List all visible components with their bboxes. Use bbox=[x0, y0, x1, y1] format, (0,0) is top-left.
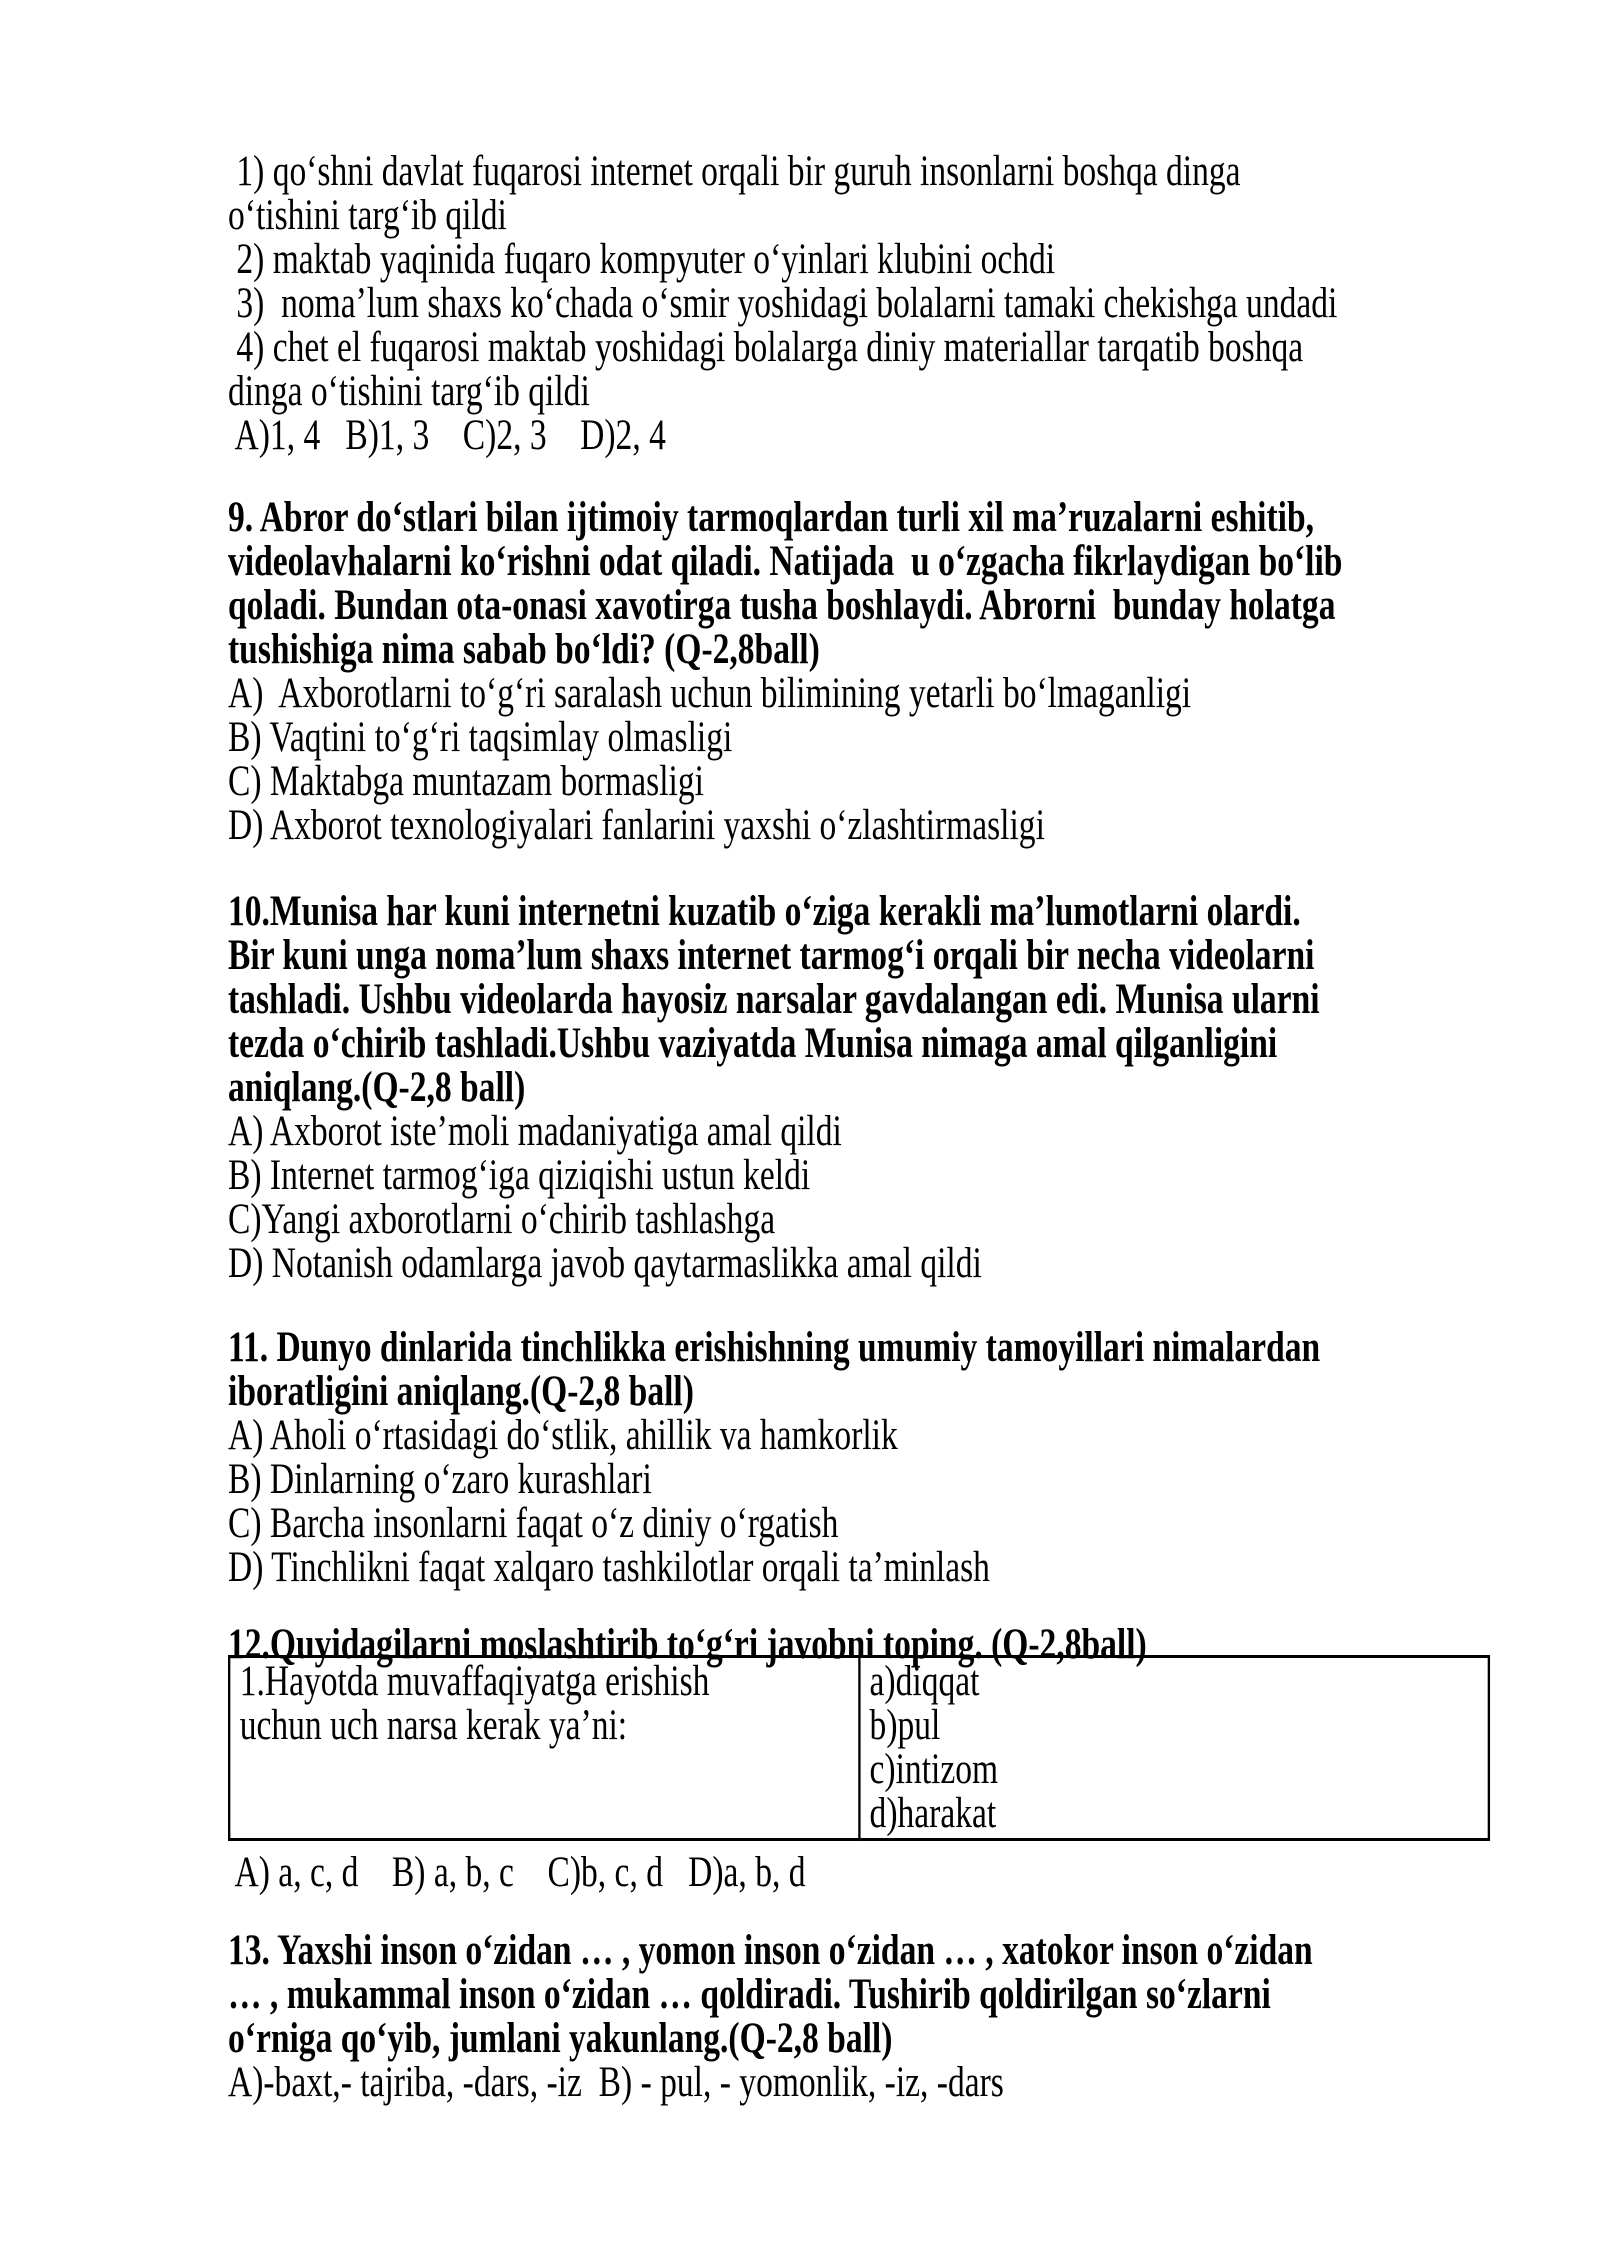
question-text-line: aniqlang.(Q-2,8 ball) bbox=[228, 1064, 526, 1111]
option-line: A)-baxt,- tajriba, -dars, -iz B) - pul, - yomonlik, -iz, -dars bbox=[228, 2059, 1004, 2106]
option-line: A) Axborotlarni toʻgʻri saralash uchun bilimining yetarli boʻlmaganligi bbox=[228, 670, 1192, 717]
question-12-answers bbox=[228, 1851, 1490, 1895]
option-line: D) Tinchlikni faqat xalqaro tashkilotlar orqali taʼminlash bbox=[228, 1544, 990, 1591]
option-line: B) Dinlarning oʻzaro kurashlari bbox=[228, 1456, 652, 1503]
option-line: A) Aholi oʻrtasidagi doʻstlik, ahillik va hamkorlik bbox=[228, 1412, 898, 1459]
question-text-line: tezda oʻchirib tashladi.Ushbu vaziyatda Munisa nimaga amal qilganligini bbox=[228, 1020, 1278, 1067]
question-text-line: 11. Dunyo dinlarida tinchlikka erishishning umumiy tamoyillari nimalardan bbox=[228, 1324, 1321, 1371]
question-11 bbox=[228, 1326, 1490, 1590]
option-line: C)Yangi axborotlarni oʻchirib tashlashga bbox=[228, 1196, 776, 1243]
question-text-line: 13. Yaxshi inson oʻzidan … , yomon inson oʻzidan … , xatokor inson oʻzidan bbox=[228, 1927, 1313, 1974]
statement-line: 2) maktab yaqinida fuqaro kompyuter oʻyinlari klubini ochdi bbox=[228, 236, 1056, 283]
option-line: B) Internet tarmogʻiga qiziqishi ustun keldi bbox=[228, 1152, 811, 1199]
question-text-line: qoladi. Bundan ota-onasi xavotirga tusha boshlaydi. Abrorni bunday holatga bbox=[228, 582, 1336, 629]
question-text-line: videolavhalarni koʻrishni odat qiladi. Natijada u oʻzgacha fikrlaydigan boʻlib bbox=[228, 538, 1343, 585]
option-line: C) Barcha insonlarni faqat oʻz diniy oʻrgatish bbox=[228, 1500, 839, 1547]
statement-line: oʻtishini targʻib qildi bbox=[228, 192, 507, 239]
question-text-line: tashladi. Ushbu videolarda hayosiz narsalar gavdalangan edi. Munisa ularni bbox=[228, 976, 1320, 1023]
option-line: C) Maktabga muntazam bormasligi bbox=[228, 758, 704, 805]
question-8-statements bbox=[228, 150, 1490, 458]
question-text-line: tushishiga nima sabab boʻldi? (Q-2,8ball) bbox=[228, 626, 820, 673]
table-line: b)pul bbox=[869, 1702, 941, 1749]
question-10 bbox=[228, 890, 1490, 1286]
table-line: c)intizom bbox=[869, 1746, 999, 1793]
option-line: B) Vaqtini toʻgʻri taqsimlay olmasligi bbox=[228, 714, 733, 761]
question-text-line: iboratligini aniqlang.(Q-2,8 ball) bbox=[228, 1368, 694, 1415]
table-line: 1.Hayotda muvaffaqiyatga erishish bbox=[239, 1658, 710, 1705]
option-line: D) Axborot texnologiyalari fanlarini yaxshi oʻzlashtirmasligi bbox=[228, 802, 1045, 849]
question-text-line: oʻrniga qoʻyib, jumlani yakunlang.(Q-2,8 ball) bbox=[228, 2015, 893, 2062]
table-cell-left bbox=[229, 1657, 859, 1840]
document-content bbox=[228, 150, 1490, 2105]
statement-line: 1) qoʻshni davlat fuqarosi internet orqali bir guruh insonlarni boshqa dinga bbox=[228, 148, 1241, 195]
option-line: A)1, 4 B)1, 3 C)2, 3 D)2, 4 bbox=[228, 412, 666, 459]
statement-line: 3) nomaʼlum shaxs koʻchada oʻsmir yoshidagi bolalarni tamaki chekishga undadi bbox=[228, 280, 1338, 327]
question-text-line: 12.Quyidagilarni moslashtirib toʻgʻri javobni toping. (Q-2,8ball) bbox=[228, 1621, 1147, 1668]
question-12-matching-table bbox=[228, 1655, 1490, 1841]
table-line: d)harakat bbox=[869, 1790, 997, 1837]
option-line: A) a, c, d B) a, b, c C)b, c, d D)a, b, d bbox=[228, 1849, 806, 1896]
table-line: uchun uch narsa kerak yaʼni: bbox=[239, 1702, 628, 1749]
table-cell-right bbox=[859, 1657, 1489, 1840]
question-text-line: Bir kuni unga nomaʼlum shaxs internet tarmogʻi orqali bir necha videolarni bbox=[228, 932, 1315, 979]
statement-line: 4) chet el fuqarosi maktab yoshidagi bolalarga diniy materiallar tarqatib boshqa bbox=[228, 324, 1304, 371]
question-text-line: 9. Abror doʻstlari bilan ijtimoiy tarmoqlardan turli xil maʼruzalarni eshitib, bbox=[228, 494, 1315, 541]
table-line: a)diqqat bbox=[869, 1658, 980, 1705]
option-line: D) Notanish odamlarga javob qaytarmaslikka amal qildi bbox=[228, 1240, 982, 1287]
question-text-line: … , mukammal inson oʻzidan … qoldiradi. Tushirib qoldirilgan soʻzlarni bbox=[228, 1971, 1271, 2018]
question-text-line: 10.Munisa har kuni internetni kuzatib oʻziga kerakli maʼlumotlarni olardi. bbox=[228, 888, 1301, 935]
option-line: A) Axborot isteʼmoli madaniyatiga amal qildi bbox=[228, 1108, 842, 1155]
statement-line: dinga oʻtishini targʻib qildi bbox=[228, 368, 590, 415]
question-9 bbox=[228, 496, 1490, 848]
question-13 bbox=[228, 1929, 1490, 2105]
